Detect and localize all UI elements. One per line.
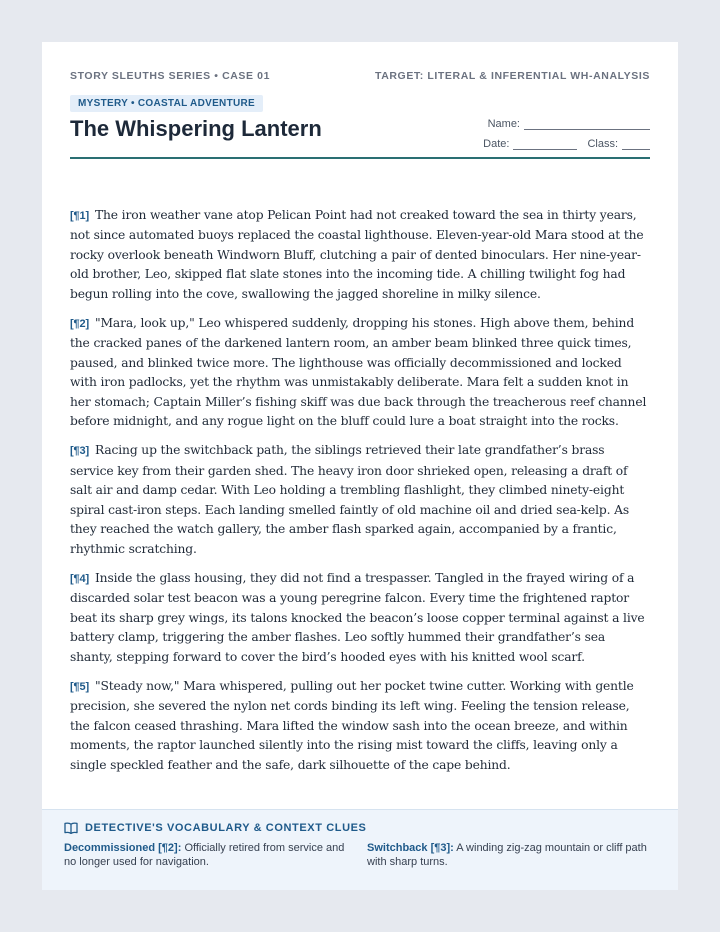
vocabulary-header (64, 822, 367, 834)
worksheet-page (42, 42, 678, 890)
vocabulary-term: Decommissioned [¶2]: (64, 842, 182, 854)
vocabulary-title: DETECTIVE'S VOCABULARY & CONTEXT CLUES (85, 822, 367, 834)
target-label: TARGET: LITERAL & INFERENTIAL WH-ANALYSIS (374, 70, 650, 82)
paragraph-number: [¶5] (70, 680, 89, 693)
paragraph-text: Racing up the switchback path, the siblings retrieved their late grandfather’s brass service key from their garden shed. The heavy iron door shrieked open, releasing a draft of salt air and damp cedar. With Leo holding a trembling flashlight, they climbed ninety-eight spiral cast-iron steps. Each landing smelled faintly of old machine oil and dried sea-kelp. As they reached the watch gallery, the amber flash sparked again, accompanied by a frantic, rhythmic scratching. (70, 443, 629, 556)
paragraph-text: "Steady now," Mara whispered, pulling out her pocket twine cutter. Working with gentle precision, she severed the nylon net cords binding its left wing. Feeling the tension release, the falcon ceased thrashing. Mara lifted the window sash into the ocean breeze, and within moments, the raptor launched silently into the rising mist toward the cliffs, leaving only a single speckled feather and the safe, dark silhouette of the cape behind. (70, 678, 634, 772)
paragraph (70, 206, 650, 304)
vocabulary-item (367, 841, 647, 869)
student-info (483, 112, 650, 150)
date-field[interactable] (513, 137, 577, 150)
vocabulary-definition: A winding zig-zag mountain or cliff path with sharp turns. (367, 842, 647, 868)
paragraph (70, 441, 650, 558)
series-label: STORY SLEUTHS SERIES • CASE 01 (70, 70, 271, 82)
paragraph-text: The iron weather vane atop Pelican Point had not creaked toward the sea in thirty years, not since automated buoys replaced the coastal lighthouse. Eleven-year-old Mara stood at the rocky overlook beneath Windworn Bluff, clutching a pair of dented binoculars. Her nine-year-old brother, Leo, skipped flat slate stones into the incoming tide. A chilling twilight fog had begun rolling into the cove, swallowing the jagged shoreline in milky silence. (70, 208, 644, 301)
paragraph-text: Inside the glass housing, they did not find a trespasser. Tangled in the frayed wiring of a discarded solar test beacon was a young peregrine falcon. Every time the frightened raptor beat its sharp grey wings, its talons knocked the beacon’s loose copper terminal against a live battery clamp, triggering the amber flashes. Leo softly hummed their grandfather’s sea shanty, stepping forward to cover the bird’s hooded eyes with his knitted wool scarf. (70, 570, 645, 664)
vocabulary-box (42, 809, 678, 890)
paragraph-number: [¶4] (70, 572, 89, 585)
class-field[interactable] (622, 137, 650, 150)
genre-badge: MYSTERY • COASTAL ADVENTURE (70, 95, 263, 112)
paragraph-text: "Mara, look up," Leo whispered suddenly, dropping his stones. High above them, behind the cracked panes of the darkened lantern room, an amber beam blinked three quick times, paused, and blinked twice more. The lighthouse was officially decommissioned and locked with iron padlocks, yet the rhythm was unmistakably deliberate. Mara felt a sudden knot in her stomach; Captain Miller’s fishing skiff was due back through the treacherous reef channel before midnight, and any rogue light on the bluff could lure a boat straight into the rocks. (70, 316, 647, 429)
paragraph (70, 314, 650, 431)
vocabulary-term: Switchback [¶3]: (367, 842, 454, 854)
name-label: Name: (487, 118, 520, 130)
story-text (70, 206, 650, 785)
paragraph-number: [¶2] (70, 318, 89, 331)
name-field[interactable] (524, 117, 650, 130)
paragraph-number: [¶3] (70, 445, 89, 458)
paragraph-number: [¶1] (70, 210, 89, 222)
vocabulary-definition: Officially retired from service and no longer used for navigation. (64, 842, 345, 868)
class-label: Class: (587, 138, 618, 150)
paragraph (70, 569, 650, 667)
paragraph (70, 677, 650, 775)
vocabulary-item (64, 841, 354, 869)
date-label: Date: (483, 138, 510, 150)
worksheet-header (70, 42, 650, 159)
book-icon (64, 822, 78, 834)
page-title: The Whispering Lantern (70, 116, 322, 141)
